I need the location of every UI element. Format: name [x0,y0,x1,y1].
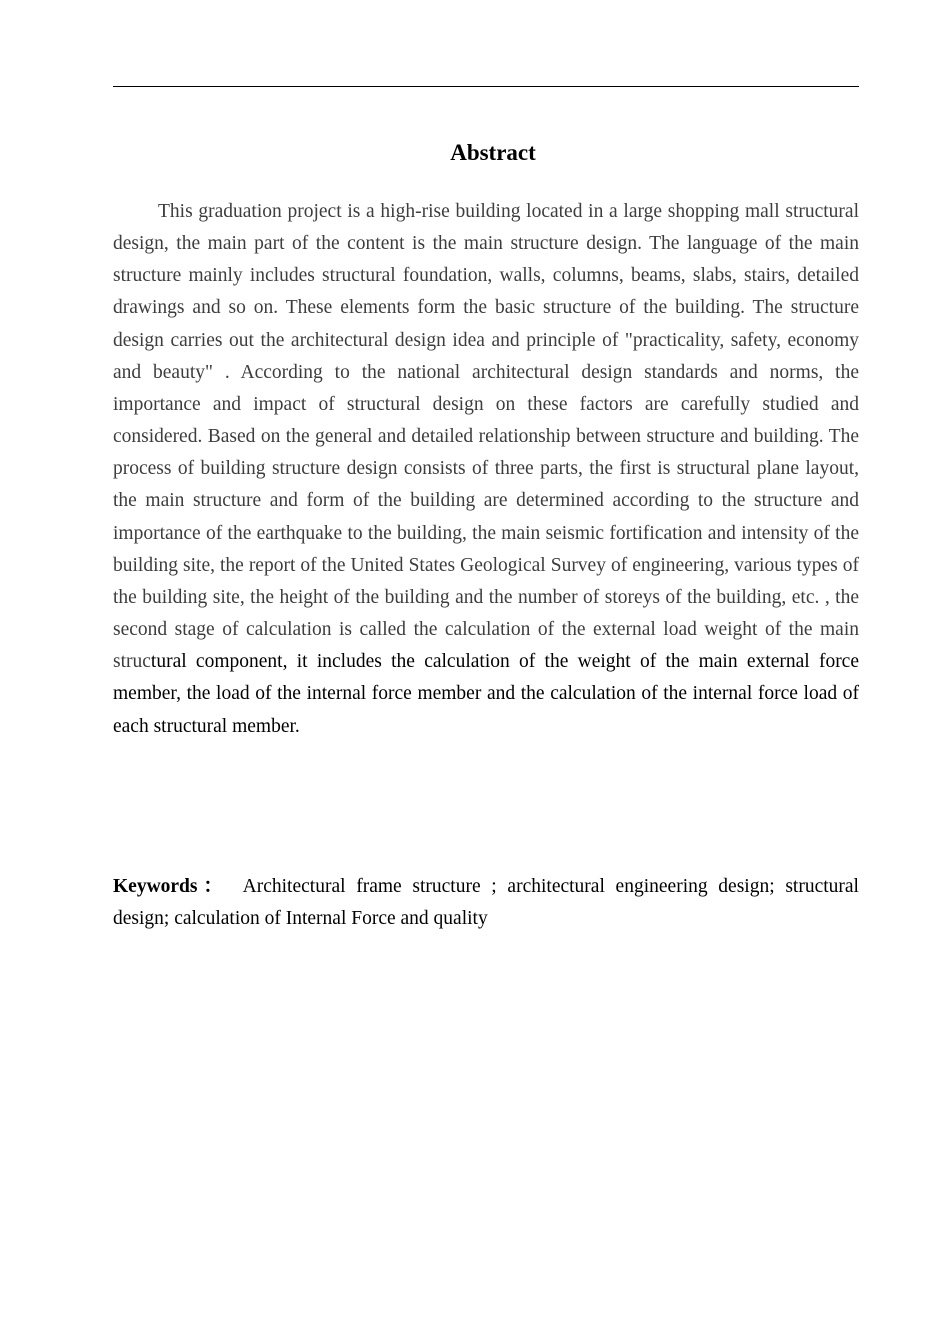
abstract-text-black: tural component, it includes the calculation of the weight of the main external force member, the load of the internal force member and the calculation of the internal force load of each structural member. [113,651,859,737]
header-rule [113,86,859,87]
keywords-colon: ： [197,876,229,897]
abstract-body [113,196,859,743]
abstract-text-gray: This graduation project is a high-rise building located in a large shopping mall structural design, the main part of the content is the main structure design. The language of the main structure mainly includes structural foundation, walls, columns, beams, slabs, stairs, detailed drawings and so on. These elements form the basic structure of the building. The structure design carries out the architectural design idea and principle of "practicality, safety, economy and beauty" . According to the national architectural design standards and norms, the importance and impact of structural design on these factors are carefully studied and considered. Based on the general and detailed relationship between structure and building. The process of building structure design consists of three parts, the first is structural plane layout, the main structure and form of the building are determined according to the structure and importance of the earthquake to the building, the main seismic fortification and intensity of the building site, the report of the United States Geological Survey of engineering, various types of the building site, the height of the building and the number of storeys of the building, etc. , the second stage of calculation is called the calculation of the external load weight of the main struc [113,201,859,673]
keywords-text: Architectural frame structure ; architectural engineering design; structural design; calculation of Internal Force and quality [113,876,859,929]
keywords-label: Keywords [113,876,198,897]
abstract-title: Abstract [450,140,536,165]
keywords-paragraph [113,871,859,935]
